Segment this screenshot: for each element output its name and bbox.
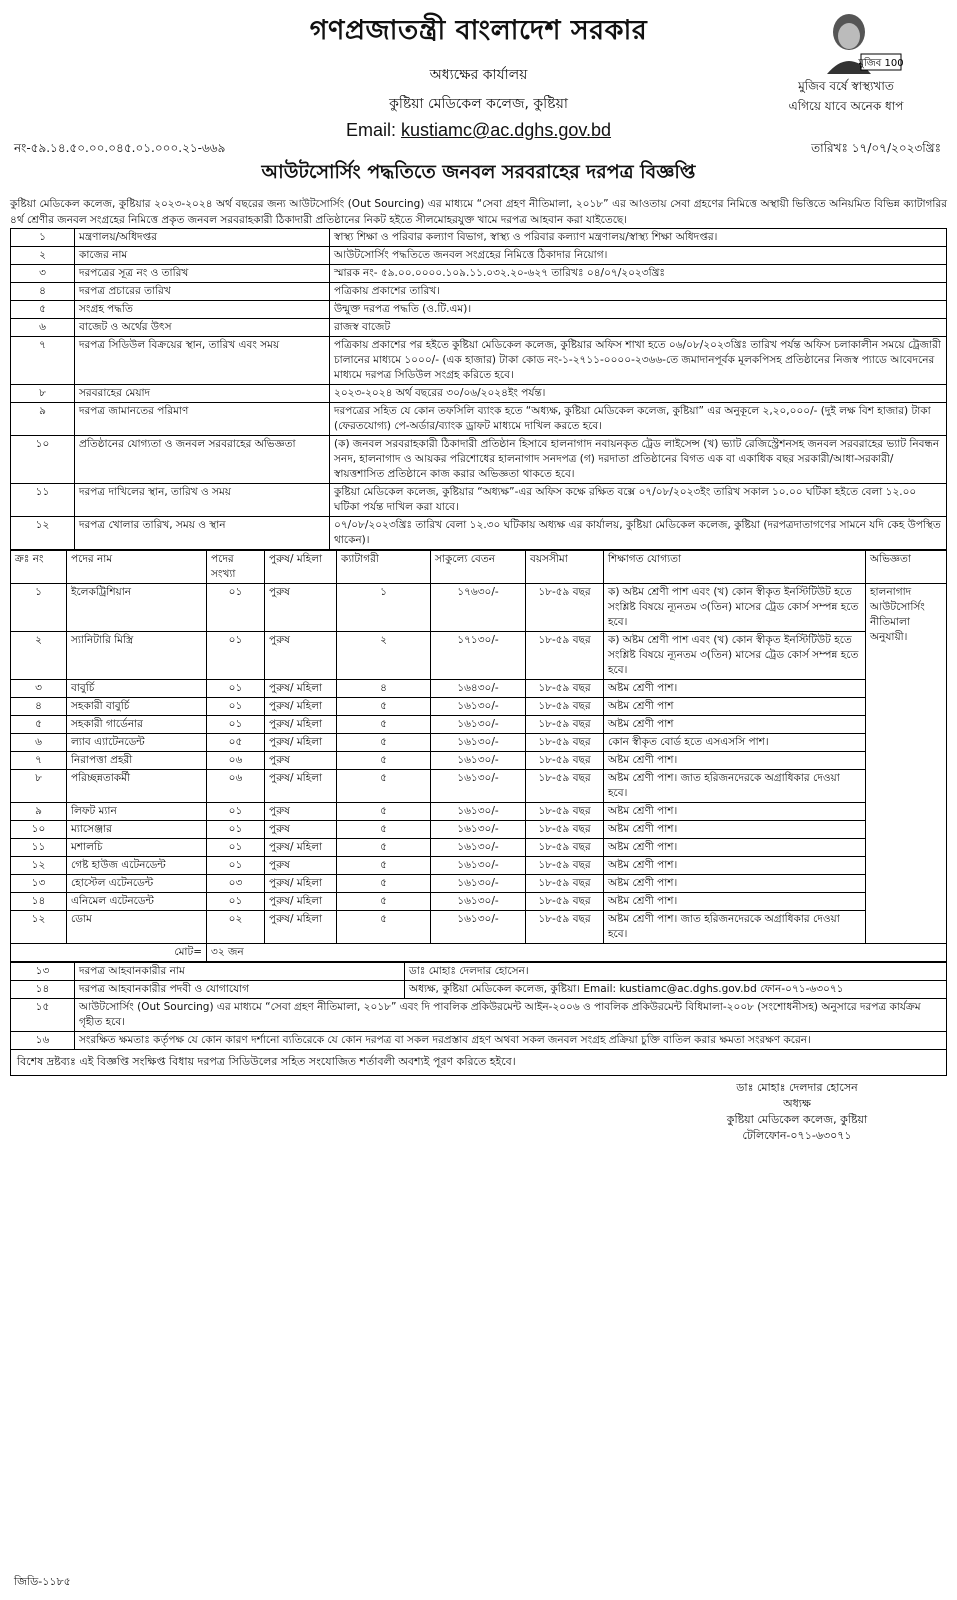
position-age-limit: ১৮-৫৯ বছর [526, 857, 604, 875]
position-count: ০১ [207, 857, 265, 875]
position-number: ১ [11, 584, 67, 632]
position-number: ১০ [11, 821, 67, 839]
clause-16-text: সংরক্ষিত ক্ষমতাঃ কর্তৃপক্ষ যে কোন কারণ দর্শানো ব্যতিরেকে যে কোন দরপত্র বা সকল দরপ্রস্তাব গ্রহণ অথবা সকল জনবল সংগ্রহ প্রক্রিয়া চুক্তি বাতিল করার ক্ষমতা সংরক্ষণ করেন। [75, 1032, 947, 1050]
position-education: অষ্টম শ্রেণী পাশ [604, 716, 866, 734]
spec-label: সরবরাহের মেয়াদ [75, 385, 330, 403]
slogan [761, 76, 931, 116]
spec-number: ৭ [11, 337, 75, 385]
spec-number: ৮ [11, 385, 75, 403]
spec-row [11, 301, 947, 319]
position-count: ০১ [207, 698, 265, 716]
svg-text:মুজিব 100: মুজিব 100 [858, 58, 903, 69]
position-education: অষ্টম শ্রেণী পাশ [604, 698, 866, 716]
table-row [11, 734, 947, 752]
position-gender: পুরুষ [265, 803, 337, 821]
position-education: অষ্টম শ্রেণী পাশ। [604, 680, 866, 698]
email-line [10, 120, 947, 141]
position-count: ০১ [207, 803, 265, 821]
clause-16-row [11, 1032, 947, 1050]
position-gender: পুরুষ/ মহিলা [265, 680, 337, 698]
signatory-name: ডাঃ মোহাঃ দেলদার হোসেন [736, 1081, 858, 1094]
position-name: এনিমেল এটেনডেন্ট [67, 893, 207, 911]
position-count: ০১ [207, 839, 265, 857]
spec-label: কাজের নাম [75, 247, 330, 265]
spec-number: ১১ [11, 484, 75, 517]
contact-value: ডাঃ মোহাঃ দেলদার হোসেন। [405, 963, 947, 981]
table-row [11, 839, 947, 857]
spec-value: রাজস্ব বাজেট [330, 319, 947, 337]
table-row [11, 716, 947, 734]
position-category: ১ [337, 584, 431, 632]
signatory-college: কুষ্টিয়া মেডিকেল কলেজ, কুষ্টিয়া [726, 1113, 868, 1126]
signatory-designation: অধ্যক্ষ [783, 1097, 811, 1110]
spec-value: ০৭/০৮/২০২৩খ্রিঃ তারিখ বেলা ১২.৩০ ঘটিকায় অধ্যক্ষ এর কার্যালয়, কুষ্টিয়া মেডিকেল কলেজ, কুষ্টিয়া (দরপত্রদাতাগণের সামনে যদি কেহ উপস্থিত থাকেন)। [330, 517, 947, 550]
position-age-limit: ১৮-৫৯ বছর [526, 893, 604, 911]
position-gender: পুরুষ [265, 857, 337, 875]
spec-row [11, 247, 947, 265]
spec-row [11, 265, 947, 283]
spec-label: দরপত্র খোলার তারিখ, সময় ও স্থান [75, 517, 330, 550]
position-count: ০৬ [207, 752, 265, 770]
position-salary: ১৬১৩০/- [431, 698, 526, 716]
position-number: ৫ [11, 716, 67, 734]
slogan-line-2: এগিয়ে যাবে অনেক ধাপ [788, 99, 904, 113]
bottom-info-table [10, 962, 947, 1050]
position-salary: ১৬১৩০/- [431, 803, 526, 821]
contact-number: ১৩ [11, 963, 75, 981]
position-name: পরিচ্ছন্নতাকর্মী [67, 770, 207, 803]
spec-number: ৫ [11, 301, 75, 319]
contact-label: দরপত্র আহবানকারীর পদবী ও যোগাযোগ [75, 981, 405, 999]
position-count: ০১ [207, 716, 265, 734]
position-salary: ১৬১৩০/- [431, 893, 526, 911]
position-category: ৫ [337, 821, 431, 839]
position-gender: পুরুষ [265, 821, 337, 839]
spec-row [11, 385, 947, 403]
intro-paragraph: কুষ্টিয়া মেডিকেল কলেজ, কুষ্টিয়ার ২০২৩-২০২৪ অর্থ বছরের জন্য আউটসোর্সিং (Out Sourcing) এর মাধ্যমে “সেবা গ্রহণ নীতিমালা, ২০১৮” এর আওতায় সেবা গ্রহণের নিমিত্তে অস্থায়ী ভিত্তিতে অনিয়মিত বিভিন্ন ক্যাটাগরির ৪র্থ শ্রেণীর জনবল সংগ্রহের নিমিত্তে প্রকৃত জনবল সরবরাহকারী ঠিকাদারী প্রতিষ্ঠানের নিকট হইতে সীলমোহরযুক্ত খামে দরপত্র আহবান করা যাইতেছে। [10, 198, 947, 226]
total-value: ৩২ জন [207, 944, 947, 962]
position-gender: পুরুষ/ মহিলা [265, 875, 337, 893]
memo-number: নং-৫৯.১৪.৫০.০০.০৪৫.০১.০০০.২১-৬৬৯ [14, 141, 226, 155]
position-salary: ১৭৬৩০/- [431, 584, 526, 632]
position-age-limit: ১৮-৫৯ বছর [526, 584, 604, 632]
position-age-limit: ১৮-৫৯ বছর [526, 752, 604, 770]
position-salary: ১৬১৩০/- [431, 857, 526, 875]
position-name: নিরাপত্তা প্রহরী [67, 752, 207, 770]
position-gender: পুরুষ/ মহিলা [265, 698, 337, 716]
spec-number: ১০ [11, 436, 75, 484]
spec-label: দরপত্রের সূত্র নং ও তারিখ [75, 265, 330, 283]
position-salary: ১৬১৩০/- [431, 752, 526, 770]
position-age-limit: ১৮-৫৯ বছর [526, 770, 604, 803]
position-age-limit: ১৮-৫৯ বছর [526, 821, 604, 839]
position-category: ২ [337, 632, 431, 680]
positions-column-header: শিক্ষাগত যোগ্যতা [604, 551, 866, 584]
table-row [11, 632, 947, 680]
position-count: ০২ [207, 911, 265, 944]
position-number: ৯ [11, 803, 67, 821]
position-category: ৫ [337, 839, 431, 857]
clause-16-number: ১৬ [11, 1032, 75, 1050]
position-number: ১১ [11, 839, 67, 857]
position-education: অষ্টম শ্রেণী পাশ। [604, 803, 866, 821]
table-row [11, 770, 947, 803]
position-age-limit: ১৮-৫৯ বছর [526, 875, 604, 893]
position-age-limit: ১৮-৫৯ বছর [526, 716, 604, 734]
position-gender: পুরুষ/ মহিলা [265, 716, 337, 734]
position-count: ০১ [207, 632, 265, 680]
position-number: ১৪ [11, 893, 67, 911]
spec-value: স্মারক নং- ৫৯.০০.০০০০.১০৯.১১.০৩২.২০-৬২৭ তারিখঃ ০৪/০৭/২০২৩খ্রিঃ [330, 265, 947, 283]
position-education: অষ্টম শ্রেণী পাশ। [604, 893, 866, 911]
position-age-limit: ১৮-৫৯ বছর [526, 839, 604, 857]
position-education: অষ্টম শ্রেণী পাশ। [604, 752, 866, 770]
position-number: ৪ [11, 698, 67, 716]
position-category: ৫ [337, 698, 431, 716]
table-row [11, 821, 947, 839]
spec-label: দরপত্র প্রচারের তারিখ [75, 283, 330, 301]
spec-number: ২ [11, 247, 75, 265]
gd-number: জিডি-১১৮৫ [14, 1575, 71, 1588]
position-category: ৫ [337, 734, 431, 752]
position-education: অষ্টম শ্রেণী পাশ। [604, 857, 866, 875]
spec-number: ১ [11, 229, 75, 247]
position-salary: ১৬১৩০/- [431, 734, 526, 752]
spec-row [11, 319, 947, 337]
position-salary: ১৬১৩০/- [431, 839, 526, 857]
position-count: ০১ [207, 821, 265, 839]
position-gender: পুরুষ [265, 752, 337, 770]
position-number: ৭ [11, 752, 67, 770]
position-name: সহকারী বাবুর্চি [67, 698, 207, 716]
position-category: ৫ [337, 893, 431, 911]
contact-row [11, 963, 947, 981]
position-salary: ১৭১৩০/- [431, 632, 526, 680]
position-gender: পুরুষ/ মহিলা [265, 893, 337, 911]
position-category: ৫ [337, 803, 431, 821]
position-age-limit: ১৮-৫৯ বছর [526, 803, 604, 821]
table-row [11, 752, 947, 770]
spec-row [11, 403, 947, 436]
position-salary: ১৬১৩০/- [431, 821, 526, 839]
positions-column-header: পদের সংখ্যা [207, 551, 265, 584]
positions-column-header: পদের নাম [67, 551, 207, 584]
spec-number: ৩ [11, 265, 75, 283]
spec-value: আউটসোর্সিং পদ্ধতিতে জনবল সংগ্রহের নিমিত্তে ঠিকাদার নিয়োগ। [330, 247, 947, 265]
position-name: ডোম [67, 911, 207, 944]
position-age-limit: ১৮-৫৯ বছর [526, 911, 604, 944]
spec-row [11, 283, 947, 301]
clause-15-number: ১৫ [11, 999, 75, 1032]
position-gender: পুরুষ/ মহিলা [265, 839, 337, 857]
position-education: ক) অষ্টম শ্রেণী পাশ এবং (খ) কোন স্বীকৃত ইনস্টিটিউট হতে সংশ্লিষ্ট বিষয়ে ন্যূনতম ৩(তিন) মাসের ট্রেড কোর্স সম্পন্ন হতে হবে। [604, 584, 866, 632]
table-row [11, 893, 947, 911]
spec-label: বাজেট ও অর্থের উৎস [75, 319, 330, 337]
spec-number: ৯ [11, 403, 75, 436]
special-note: বিশেষ দ্রষ্টব্যঃ এই বিজ্ঞপ্তি সংক্ষিপ্ত বিধায় দরপত্র সিডিউলের সহিত সংযোজিত শর্তাবলী অবশ্যই পূরণ করিতে হইবে। [10, 1050, 947, 1076]
position-number: ৮ [11, 770, 67, 803]
position-salary: ১৬১৩০/- [431, 770, 526, 803]
total-label: মোট= [11, 944, 207, 962]
spec-label: দরপত্র জামানতের পরিমাণ [75, 403, 330, 436]
email-link[interactable]: kustiamc@ac.dghs.gov.bd [400, 120, 612, 140]
spec-value: ২০২৩-২০২৪ অর্থ বছরের ৩০/০৬/২০২৪ইং পর্যন্ত। [330, 385, 947, 403]
clause-15-text: আউটসোর্সিং (Out Sourcing) এর মাধ্যমে “সেবা গ্রহণ নীতিমালা, ২০১৮” এবং দি পাবলিক প্রকিউরমেন্ট আইন-২০০৬ ও পাবলিক প্রকিউরমেন্ট বিধিমালা-২০০৮ (সংশোধনীসহ) অনুসারে দরপত্র কার্যক্রম গৃহীত হবে। [75, 999, 947, 1032]
position-salary: ১৬১৩০/- [431, 875, 526, 893]
spec-value: কুষ্টিয়া মেডিকেল কলেজ, কুষ্টিয়ার “অধ্যক্ষ”-এর অফিস কক্ষে রক্ষিত বক্সে ০৭/০৮/২০২৩ইং তারিখ সকাল ১০.০০ ঘটিকা হইতে বেলা ১২.০০ ঘটিকা পর্যন্ত দাখিল করা যাবে। [330, 484, 947, 517]
spec-row [11, 436, 947, 484]
notice-title: আউটসোর্সিং পদ্ধতিতে জনবল সরবরাহের দরপত্র বিজ্ঞপ্তি [261, 161, 696, 183]
spec-value: দরপত্রের সহিত যে কোন তফসিলি ব্যাংক হতে “অধ্যক্ষ, কুষ্টিয়া মেডিকেল কলেজ, কুষ্টিয়া” এর অনুকূলে ২,২০,০০০/- (দুই লক্ষ বিশ হাজার) টাকা (ফেরতযোগ্য) পে-অর্ডার/ব্যাংক ড্রাফট মাধ্যমে দাখিল করতে হবে। [330, 403, 947, 436]
experience-note: হালনাগাদ আউটসোর্সিং নীতিমালা অনুযায়ী। [866, 584, 947, 944]
mujib-year-logo [819, 10, 903, 74]
position-education: অষ্টম শ্রেণী পাশ। [604, 839, 866, 857]
position-name: গেষ্ট হাউজ এটেনডেন্ট [67, 857, 207, 875]
position-gender: পুরুষ/ মহিলা [265, 911, 337, 944]
position-salary: ১৬৪৩০/- [431, 680, 526, 698]
position-name: ল্যাব এ্যাটেনডেন্ট [67, 734, 207, 752]
slogan-line-1: মুজিব বর্ষে স্বাস্থ্যখাত [798, 79, 894, 93]
position-number: ১২ [11, 857, 67, 875]
government-title: গণপ্রজাতন্ত্রী বাংলাদেশ সরকার [309, 15, 648, 46]
spec-label: সংগ্রহ পদ্ধতি [75, 301, 330, 319]
signatory-phone: টেলিফোন-০৭১-৬৩০৭১ [742, 1129, 852, 1142]
positions-column-header: ক্রঃ নং [11, 551, 67, 584]
position-number: ৩ [11, 680, 67, 698]
position-count: ০১ [207, 893, 265, 911]
spec-value: পত্রিকায় প্রকাশের পর হইতে কুষ্টিয়া মেডিকেল কলেজ, কুষ্টিয়ার অফিস শাখা হতে ০৬/০৮/২০২৩খ্রিঃ তারিখ পর্যন্ত অফিস চলাকালীন সময়ে ট্রেজারী চালানের মাধ্যমে ১০০০/- (এক হাজার) টাকা কোড নং-১-২৭১১-০০০০-২৩৬৬-তে জমাদানপূর্বক মূলকপিসহ প্রতিষ্ঠানের নিজস্ব প্যাডে আবেদনের মাধ্যমে দরপত্র সিডিউল সংগ্রহ করিতে হবে। [330, 337, 947, 385]
position-number: ১৩ [11, 875, 67, 893]
position-age-limit: ১৮-৫৯ বছর [526, 632, 604, 680]
position-age-limit: ১৮-৫৯ বছর [526, 734, 604, 752]
positions-column-header: সাকুল্যে বেতন [431, 551, 526, 584]
spec-label: মন্ত্রণালয়/অধিদপ্তর [75, 229, 330, 247]
contact-value: অধ্যক্ষ, কুষ্টিয়া মেডিকেল কলেজ, কুষ্টিয়া। Email: kustiamc@ac.dghs.gov.bd ফোন-০৭১-৬৩০৭১ [405, 981, 947, 999]
positions-column-header: অভিজ্ঞতা [866, 551, 947, 584]
table-row [11, 857, 947, 875]
clause-15-row [11, 999, 947, 1032]
tender-spec-table [10, 228, 947, 550]
position-count: ০৩ [207, 875, 265, 893]
position-count: ০১ [207, 584, 265, 632]
position-number: ১২ [11, 911, 67, 944]
position-name: হোস্টেল এটেনডেন্ট [67, 875, 207, 893]
spec-value: উন্মুক্ত দরপত্র পদ্ধতি (ও.টি.এম)। [330, 301, 947, 319]
position-education: অষ্টম শ্রেণী পাশ। [604, 875, 866, 893]
position-number: ২ [11, 632, 67, 680]
position-count: ০১ [207, 680, 265, 698]
position-age-limit: ১৮-৫৯ বছর [526, 698, 604, 716]
signature-block [647, 1080, 947, 1144]
position-number: ৬ [11, 734, 67, 752]
position-gender: পুরুষ/ মহিলা [265, 770, 337, 803]
position-age-limit: ১৮-৫৯ বছর [526, 680, 604, 698]
table-row [11, 911, 947, 944]
position-category: ৫ [337, 770, 431, 803]
spec-number: ৪ [11, 283, 75, 301]
position-category: ৫ [337, 857, 431, 875]
position-name: বাবুর্চি [67, 680, 207, 698]
position-salary: ১৬১৩০/- [431, 911, 526, 944]
spec-label: দরপত্র সিডিউল বিক্রয়ের স্থান, তারিখ এবং সময় [75, 337, 330, 385]
spec-value: পত্রিকায় প্রকাশের তারিখ। [330, 283, 947, 301]
position-count: ০৫ [207, 734, 265, 752]
table-row [11, 680, 947, 698]
total-row [11, 944, 947, 962]
office-name: অধ্যক্ষের কার্যালয় [429, 67, 528, 83]
spec-label: দরপত্র দাখিলের স্থান, তারিখ ও সময় [75, 484, 330, 517]
spec-value: (ক) জনবল সরবরাহকারী ঠিকাদারী প্রতিষ্ঠান হিসাবে হালনাগাদ নবায়নকৃত ট্রেড লাইসেন্স (খ) ভ্যাট রেজিস্ট্রেশনসহ জনবল সরবরাহের ভ্যাট নিবন্ধন সনদ, হালনাগাদ ও আয়কর পরিশোধের হালনাগাদ সনদপত্র (গ) দরদাতা প্রতিষ্ঠানের বিগত এক বা একাধিক বছর সরকারী/আধা-সরকারী/স্বায়ত্তশাসিত প্রতিষ্ঠানে কাজ করার অভিজ্ঞতা থাকতে হবে। [330, 436, 947, 484]
position-education: অষ্টম শ্রেণী পাশ। [604, 821, 866, 839]
table-row [11, 803, 947, 821]
position-category: ৫ [337, 875, 431, 893]
notice-header [10, 10, 947, 155]
position-gender: পুরুষ [265, 632, 337, 680]
contact-row [11, 981, 947, 999]
position-name: ম্যাসেঞ্জার [67, 821, 207, 839]
contact-label: দরপত্র আহবানকারীর নাম [75, 963, 405, 981]
contact-number: ১৪ [11, 981, 75, 999]
spec-number: ৬ [11, 319, 75, 337]
spec-row [11, 484, 947, 517]
position-name: মশালচি [67, 839, 207, 857]
position-education: ক) অষ্টম শ্রেণী পাশ এবং (খ) কোন স্বীকৃত ইনস্টিটিউট হতে সংশ্লিষ্ট বিষয়ে ন্যূনতম ৩(তিন) মাসের ট্রেড কোর্স সম্পন্ন হতে হবে। [604, 632, 866, 680]
table-row [11, 698, 947, 716]
position-education: কোন স্বীকৃত বোর্ড হতে এসএসসি পাশ। [604, 734, 866, 752]
spec-row [11, 229, 947, 247]
position-category: ৪ [337, 680, 431, 698]
position-salary: ১৬১৩০/- [431, 716, 526, 734]
spec-row [11, 517, 947, 550]
position-gender: পুরুষ [265, 584, 337, 632]
position-category: ৫ [337, 911, 431, 944]
positions-column-header: বয়সসীমা [526, 551, 604, 584]
spec-number: ১২ [11, 517, 75, 550]
table-row [11, 875, 947, 893]
position-gender: পুরুষ/ মহিলা [265, 734, 337, 752]
position-category: ৫ [337, 752, 431, 770]
position-education: অষ্টম শ্রেণী পাশ। জাত হরিজনদেরকে অগ্রাধিকার দেওয়া হবে। [604, 770, 866, 803]
positions-column-header: পুরুষ/ মহিলা [265, 551, 337, 584]
notice-date: তারিখঃ ১৭/০৭/২০২৩খ্রিঃ [811, 141, 941, 155]
positions-column-header: ক্যাটাগরী [337, 551, 431, 584]
spec-label: প্রতিষ্ঠানের যোগ্যতা ও জনবল সরবরাহের অভিজ্ঞতা [75, 436, 330, 484]
positions-table [10, 550, 947, 962]
position-name: সহকারী গার্ডেনার [67, 716, 207, 734]
position-education: অষ্টম শ্রেণী পাশ। জাত হরিজনদেরকে অগ্রাধিকার দেওয়া হবে। [604, 911, 866, 944]
position-name: ইলেকট্রিশিয়ান [67, 584, 207, 632]
college-name: কুষ্টিয়া মেডিকেল কলেজ, কুষ্টিয়া [389, 96, 568, 112]
position-category: ৫ [337, 716, 431, 734]
email-label: Email: [345, 120, 396, 140]
table-row [11, 584, 947, 632]
spec-row [11, 337, 947, 385]
spec-value: স্বাস্থ্য শিক্ষা ও পরিবার কল্যাণ বিভাগ, স্বাস্থ্য ও পরিবার কল্যাণ মন্ত্রণালয়/স্বাস্থ্য শিক্ষা অধিদপ্তর। [330, 229, 947, 247]
position-name: স্যানিটারি মিস্ত্রি [67, 632, 207, 680]
position-count: ০৬ [207, 770, 265, 803]
position-name: লিফট ম্যান [67, 803, 207, 821]
